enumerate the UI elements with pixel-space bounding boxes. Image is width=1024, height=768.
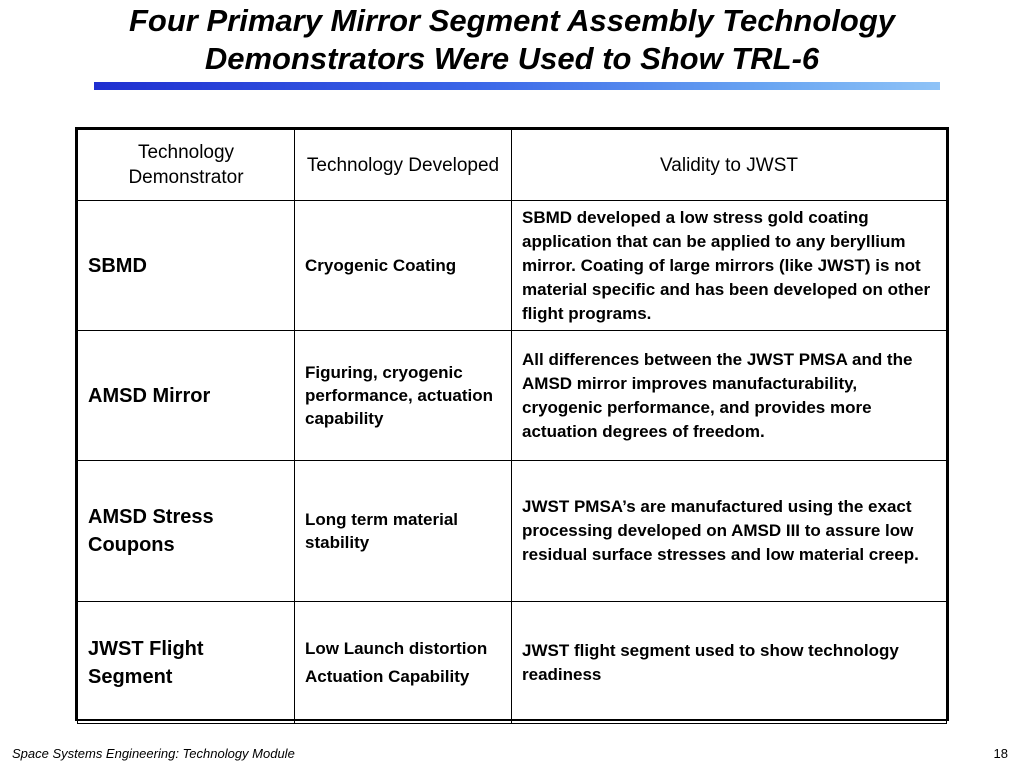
validity-cell: JWST PMSA’s are manufactured using the exact processing developed on AMSD III to assure low residual surface stresses and low material creep. (512, 461, 947, 602)
technology-cell (295, 201, 512, 331)
demonstrator-cell: JWST Flight Segment (78, 602, 295, 724)
technology-cell (295, 602, 512, 724)
demonstrator-cell: SBMD (78, 201, 295, 331)
table-row (78, 331, 947, 461)
table-row (78, 461, 947, 602)
technology-item: Long term material stability (305, 510, 459, 552)
technology-item: Cryogenic Coating (305, 256, 457, 275)
technology-item: Low Launch distortion (305, 639, 488, 658)
technology-cell (295, 331, 512, 461)
slide-title (0, 2, 1024, 78)
footer-course-label: Space Systems Engineering: Technology Module (12, 746, 295, 761)
slide-title-line-2: Demonstrators Were Used to Show TRL-6 (204, 41, 820, 76)
validity-cell: All differences between the JWST PMSA and the AMSD mirror improves manufacturability, cryogenic performance, and provides more actuation degrees of freedom. (512, 331, 947, 461)
demonstrator-cell: AMSD Stress Coupons (78, 461, 295, 602)
validity-cell: JWST flight segment used to show technology readiness (512, 602, 947, 724)
header-technology-developed: Technology Developed (295, 130, 512, 201)
technology-item: Actuation Capability (305, 667, 470, 686)
demonstrator-cell: AMSD Mirror (78, 331, 295, 461)
table-row (78, 201, 947, 331)
header-technology-demonstrator: Technology Demonstrator (78, 130, 295, 201)
technology-item: Figuring, cryogenic performance, actuation capability (305, 363, 493, 428)
trl-demonstrator-table (75, 127, 949, 721)
validity-cell: SBMD developed a low stress gold coating application that can be applied to any beryllium mirror. Coating of large mirrors (like JWST) is not material specific and has been developed on other flight programs. (512, 201, 947, 331)
table-row (78, 602, 947, 724)
technology-cell (295, 461, 512, 602)
table-header-row (78, 130, 947, 201)
page-number: 18 (993, 746, 1008, 761)
header-validity-to-jwst: Validity to JWST (512, 130, 947, 201)
title-underline-rule (94, 82, 940, 90)
slide-title-line-1: Four Primary Mirror Segment Assembly Technology (129, 3, 895, 38)
